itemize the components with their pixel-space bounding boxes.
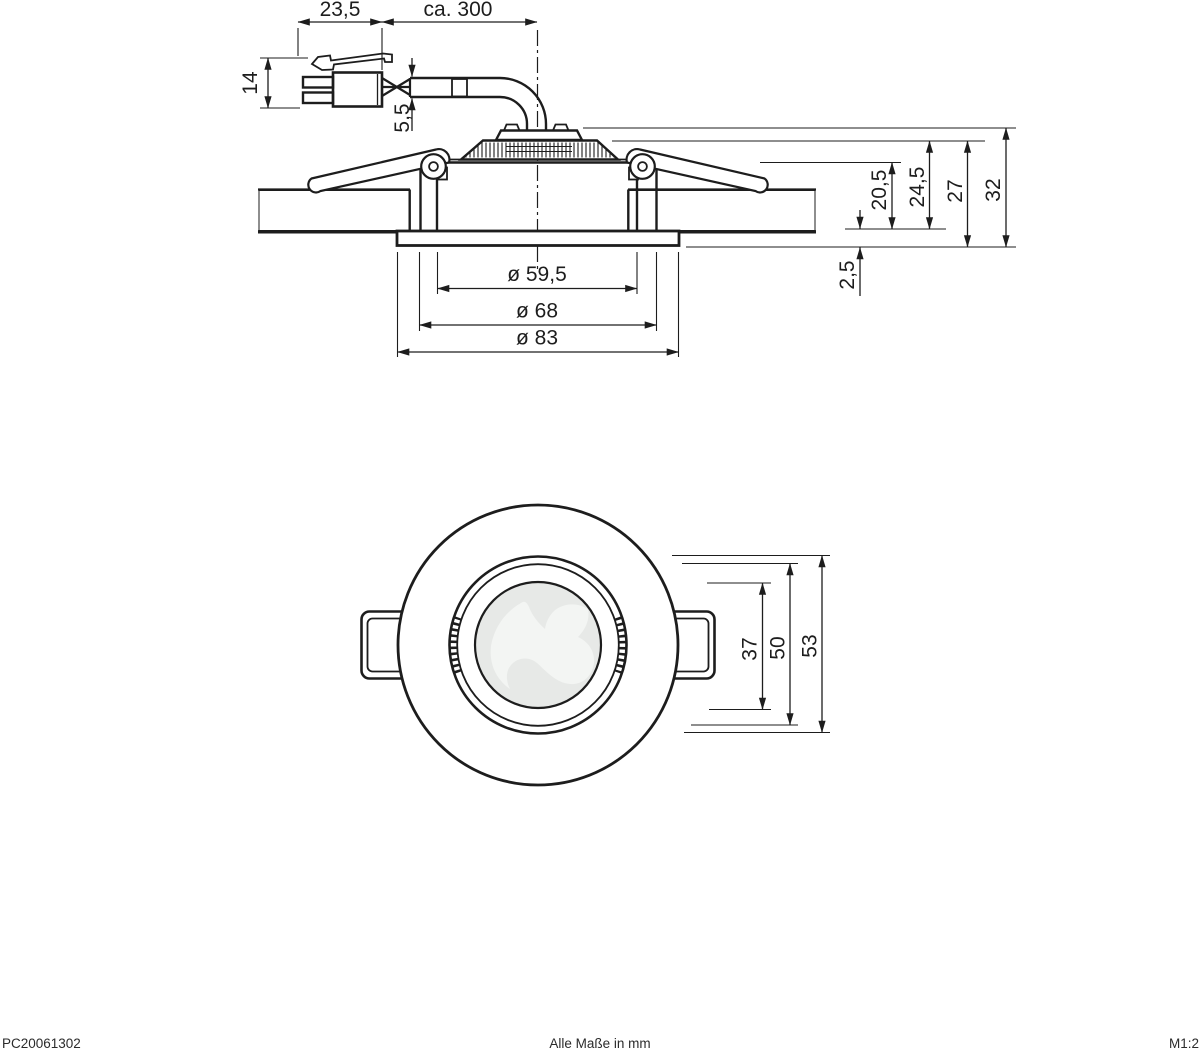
dim-dia-housing: [420, 300, 657, 326]
dim-recess-depth: [906, 141, 930, 229]
connector-body: [333, 73, 382, 107]
screw-right: [553, 125, 569, 131]
connector-plug: [303, 54, 410, 107]
clip-pivot-right: [630, 154, 655, 179]
dim-height-to-trim: [944, 141, 968, 247]
dim-label-connector-height: 14: [239, 71, 262, 95]
section-view: [239, 0, 1016, 357]
connector-wires: [382, 78, 410, 97]
drawing-scale: M1:2: [1168, 1036, 1199, 1051]
dim-lens-opening: [739, 583, 763, 710]
dim-label-dia-housing: ø 68: [515, 299, 559, 323]
trim-flange: [397, 231, 679, 246]
dim-cable-length: [382, 0, 537, 22]
connector-latch: [312, 54, 392, 71]
screw-left: [504, 125, 520, 131]
luminaire-housing: [421, 160, 657, 232]
dim-label-cable-length: ca. 300: [423, 0, 493, 21]
dim-label-trim-protrusion: 2,5: [836, 260, 859, 290]
dim-dia-trim: [398, 327, 679, 353]
dim-trim-protrusion: [836, 210, 860, 296]
document-number: PC20061302: [2, 1036, 81, 1051]
dim-dia-inner: [438, 263, 638, 289]
dim-label-cable-diameter: 5,5: [391, 103, 414, 133]
dim-label-clamp-height: 20,5: [868, 169, 891, 211]
front-view: [362, 505, 831, 785]
dim-label-recess-depth: 24,5: [906, 166, 929, 208]
connector-pin-lower: [303, 93, 333, 104]
dim-label-connector-width: 23,5: [319, 0, 361, 21]
dim-label-lens-opening: 37: [738, 637, 762, 661]
dim-label-bezel-ring: 53: [798, 634, 822, 658]
footer: [0, 1034, 1200, 1056]
connector-pin-upper: [303, 77, 333, 88]
dim-inner-ring: [767, 564, 791, 726]
dim-label-dia-trim: ø 83: [515, 326, 559, 350]
dim-label-dia-inner: ø 59,5: [507, 263, 567, 286]
units-note: Alle Maße in mm: [549, 1036, 651, 1051]
dim-label-inner-ring: 50: [766, 636, 790, 660]
cable-crimp: [452, 79, 467, 97]
dim-clamp-height: [868, 163, 892, 230]
dim-label-height-to-trim: 27: [944, 179, 967, 203]
cable: [410, 78, 546, 131]
dim-label-total-height: 32: [982, 178, 1005, 202]
dim-total-height: [982, 128, 1006, 247]
dim-bezel-ring: [799, 556, 823, 733]
dim-connector-height: [239, 58, 308, 108]
clip-pivot-left: [421, 154, 446, 179]
diameter-dimensions: [398, 252, 679, 357]
heatsink: [461, 141, 618, 160]
top-cap: [496, 125, 582, 141]
